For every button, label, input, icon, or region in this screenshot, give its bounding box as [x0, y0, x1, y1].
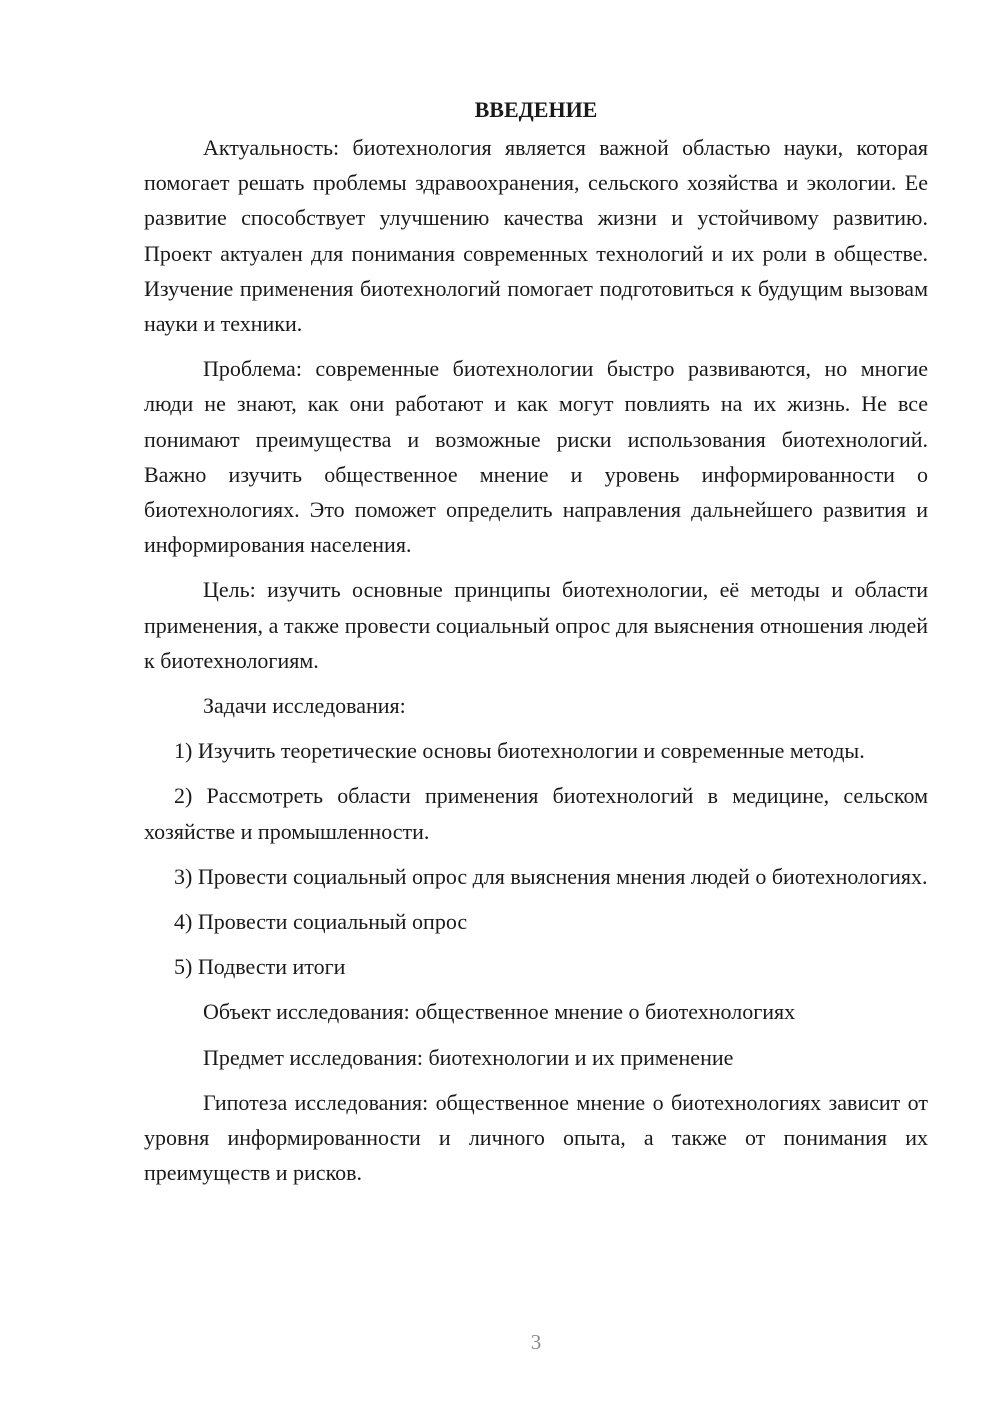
- paragraph-object: Объект исследования: общественное мнение о биотехнологиях: [203, 999, 796, 1025]
- document-page: [144, 92, 928, 1200]
- paragraph-hypothesis: Гипотеза исследования: общественное мнение о биотехнологиях зависит от уровня информированности и личного опыта, а также от понимания их преимуществ и рисков.: [144, 1089, 928, 1186]
- paragraph-problem: Проблема: современные биотехнологии быстро развиваются, но многие люди не знают, как они работают и как могут повлиять на их жизнь. Не все понимают преимущества и возможные риски использования биотехнологий. Важно изучить общественное мнение и уровень информированности о биотехнологиях. Это поможет определить направления дальнейшего развития и информирования населения.: [144, 356, 928, 558]
- page-title: ВВЕДЕНИЕ: [474, 97, 598, 122]
- task-item-4: 4) Провести социальный опрос: [174, 909, 468, 935]
- task-item-3: 3) Провести социальный опрос для выяснения мнения людей о биотехнологиях.: [174, 863, 928, 889]
- paragraph-goal: Цель: изучить основные принципы биотехнологии, её методы и области применения, а также провести социальный опрос для выяснения отношения людей к биотехнологиям.: [144, 577, 928, 673]
- paragraph-actuality: Актуальность: биотехнология является важной областью науки, которая помогает решать проблемы здравоохранения, сельского хозяйства и экологии. Ее развитие способствует улучшению качества жизни и устойчивому развитию. Проект актуален для понимания современных технологий и их роли в обществе. Изучение применения биотехнологий помогает подготовиться к будущим вызовам науки и техники.: [144, 135, 928, 337]
- paragraph-subject: Предмет исследования: биотехнологии и их применение: [203, 1044, 734, 1070]
- task-item-1: 1) Изучить теоретические основы биотехнологии и современные методы.: [174, 738, 865, 764]
- page-number: 3: [530, 1330, 542, 1354]
- task-item-5: 5) Подвести итоги: [174, 954, 346, 980]
- task-item-2: 2) Рассмотреть области применения биотехнологий в медицине, сельском хозяйстве и промышленности.: [144, 783, 928, 844]
- tasks-heading: Задачи исследования:: [203, 693, 406, 719]
